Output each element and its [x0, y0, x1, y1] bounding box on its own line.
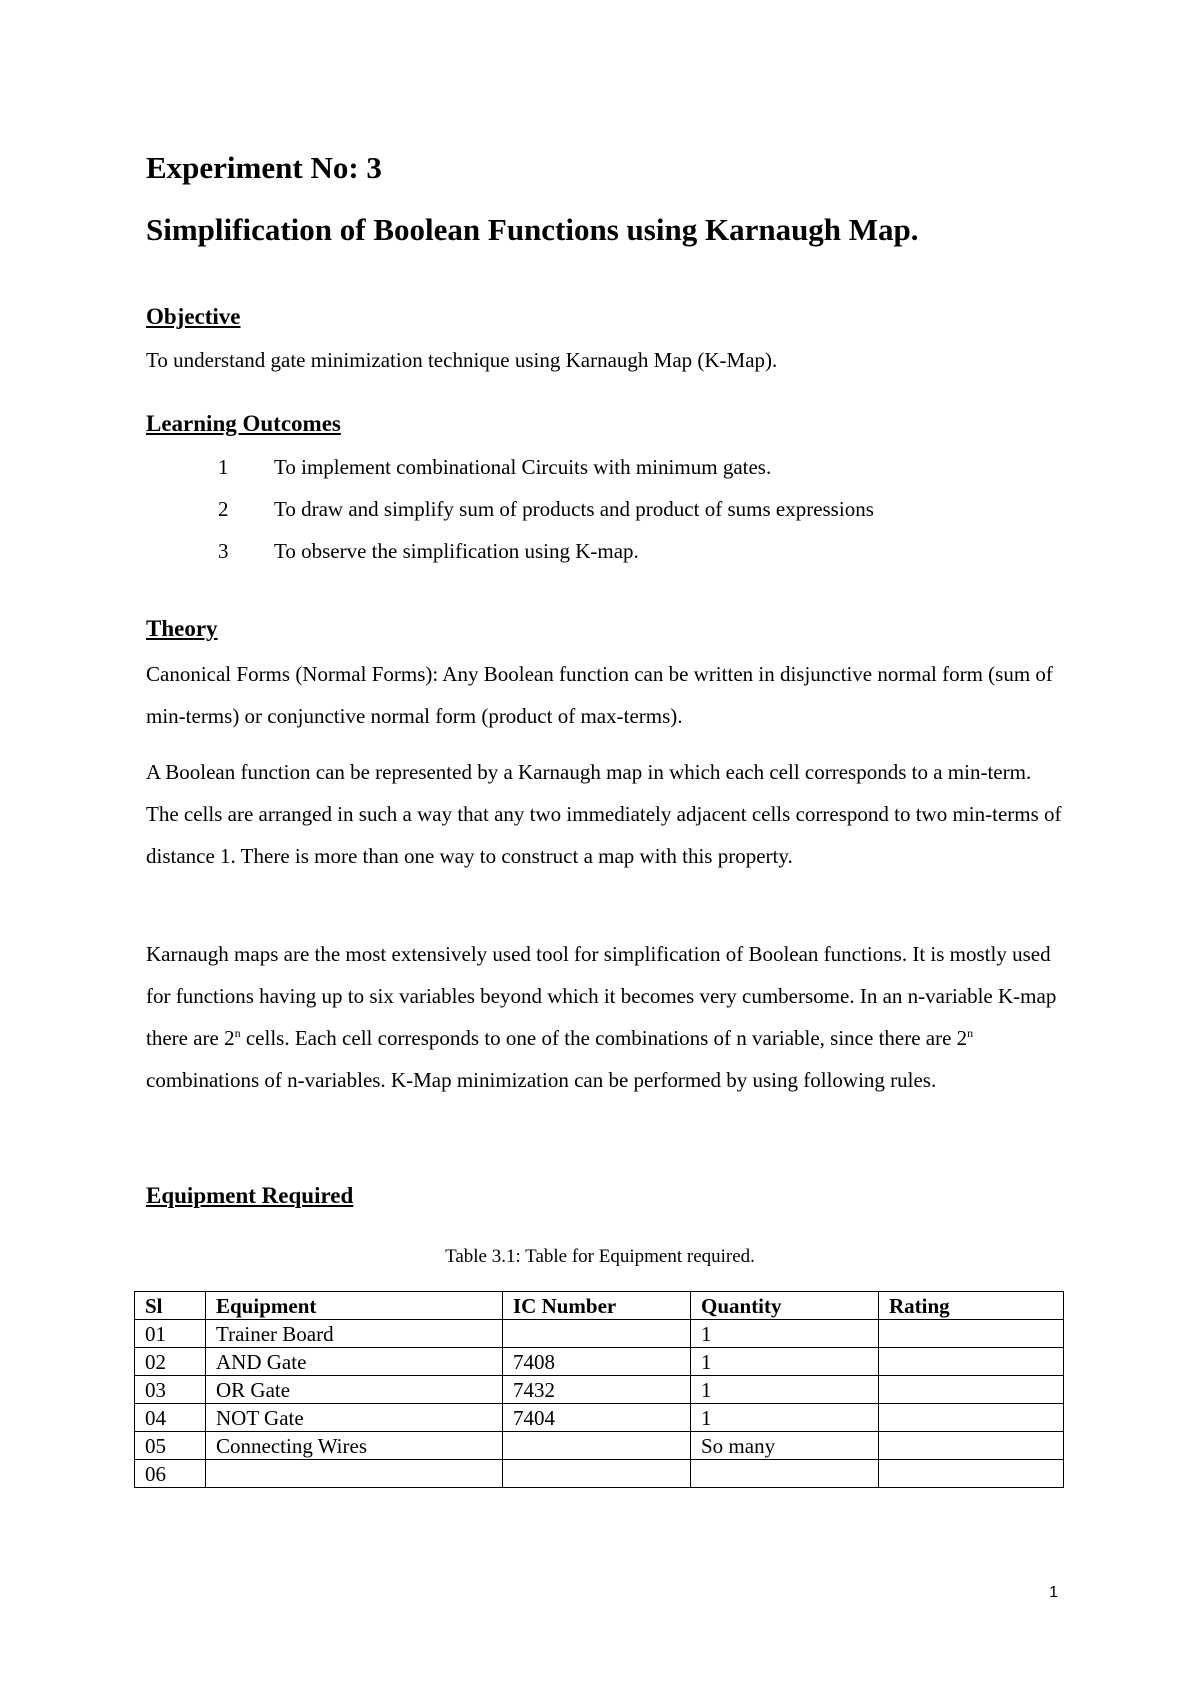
page-number: 1 — [1049, 1584, 1058, 1601]
equipment-heading: Equipment Required — [146, 1183, 354, 1208]
table-cell: OR Gate — [206, 1376, 503, 1404]
table-cell — [691, 1460, 879, 1488]
list-item-number: 3 — [218, 539, 229, 563]
table-cell — [206, 1460, 503, 1488]
table-cell: 06 — [135, 1460, 206, 1488]
table-header-row — [135, 1292, 1064, 1320]
table-cell: 02 — [135, 1348, 206, 1376]
list-item-number: 1 — [218, 455, 229, 479]
table-cell: 1 — [691, 1320, 879, 1348]
theory-paragraph-2: A Boolean function can be represented by a Karnaugh map in which each cell corresponds to a min-term. The cells are arranged in such a way that any two immediately adjacent cells correspond to two min-terms of distance 1. There is more than one way to construct a map with this property. — [146, 760, 1062, 868]
objective-text: To understand gate minimization technique using Karnaugh Map (K-Map). — [146, 348, 778, 372]
list-item-text: To observe the simplification using K-map. — [274, 539, 639, 563]
table-cell — [503, 1460, 691, 1488]
table-cell: NOT Gate — [206, 1404, 503, 1432]
table-cell: 1 — [691, 1376, 879, 1404]
list-item-text: To implement combinational Circuits with minimum gates. — [274, 455, 772, 479]
table-cell — [879, 1348, 1064, 1376]
theory-heading: Theory — [146, 616, 218, 641]
experiment-subtitle: Simplification of Boolean Functions using Karnaugh Map. — [146, 212, 919, 247]
table-cell: 03 — [135, 1376, 206, 1404]
table-cell: Connecting Wires — [206, 1432, 503, 1460]
table-cell — [879, 1460, 1064, 1488]
table-cell: 1 — [691, 1404, 879, 1432]
column-header: Equipment — [206, 1292, 503, 1320]
table-cell — [503, 1432, 691, 1460]
theory-paragraph-3: Karnaugh maps are the most extensively used tool for simplification of Boolean functions. It is mostly used for functions having up to six variables beyond which it becomes very cumbersome. In an n-variable K-map there are 2$^n$ cells. Each cell corresponds to one of the combinations of n variable, since there are 2$^n$ combinations of n-variables. K-Map minimization can be performed by using following rules. — [146, 942, 1057, 1092]
table-cell — [503, 1320, 691, 1348]
table-cell: 7404 — [503, 1404, 691, 1432]
table-cell — [879, 1404, 1064, 1432]
table-cell: 7432 — [503, 1376, 691, 1404]
table-caption: Table 3.1: Table for Equipment required. — [445, 1246, 755, 1267]
table-cell: 1 — [691, 1348, 879, 1376]
table-cell: AND Gate — [206, 1348, 503, 1376]
table-cell — [879, 1432, 1064, 1460]
list-item-number: 2 — [218, 497, 229, 521]
table-cell: 05 — [135, 1432, 206, 1460]
theory-paragraph-1: Canonical Forms (Normal Forms): Any Boolean function can be written in disjunctive normal form (sum of min-terms) or conjunctive normal form (product of max-terms). — [146, 662, 1053, 728]
table-cell: 7408 — [503, 1348, 691, 1376]
table-row — [135, 1404, 1064, 1432]
table-cell — [879, 1320, 1064, 1348]
table-row — [135, 1348, 1064, 1376]
column-header: Rating — [879, 1292, 1064, 1320]
equipment-table — [134, 1291, 1064, 1488]
table-row — [135, 1432, 1064, 1460]
table-cell: Trainer Board — [206, 1320, 503, 1348]
column-header: Quantity — [691, 1292, 879, 1320]
table-cell: 01 — [135, 1320, 206, 1348]
table-row — [135, 1460, 1064, 1488]
table-cell: 04 — [135, 1404, 206, 1432]
objective-heading: Objective — [146, 304, 241, 329]
table-cell: So many — [691, 1432, 879, 1460]
column-header: IC Number — [503, 1292, 691, 1320]
table-cell — [879, 1376, 1064, 1404]
list-item-text: To draw and simplify sum of products and product of sums expressions — [274, 497, 874, 521]
learning-outcomes-heading: Learning Outcomes — [146, 411, 341, 436]
experiment-title: Experiment No: 3 — [146, 150, 382, 185]
column-header: Sl — [135, 1292, 206, 1320]
table-row — [135, 1320, 1064, 1348]
table-row — [135, 1376, 1064, 1404]
